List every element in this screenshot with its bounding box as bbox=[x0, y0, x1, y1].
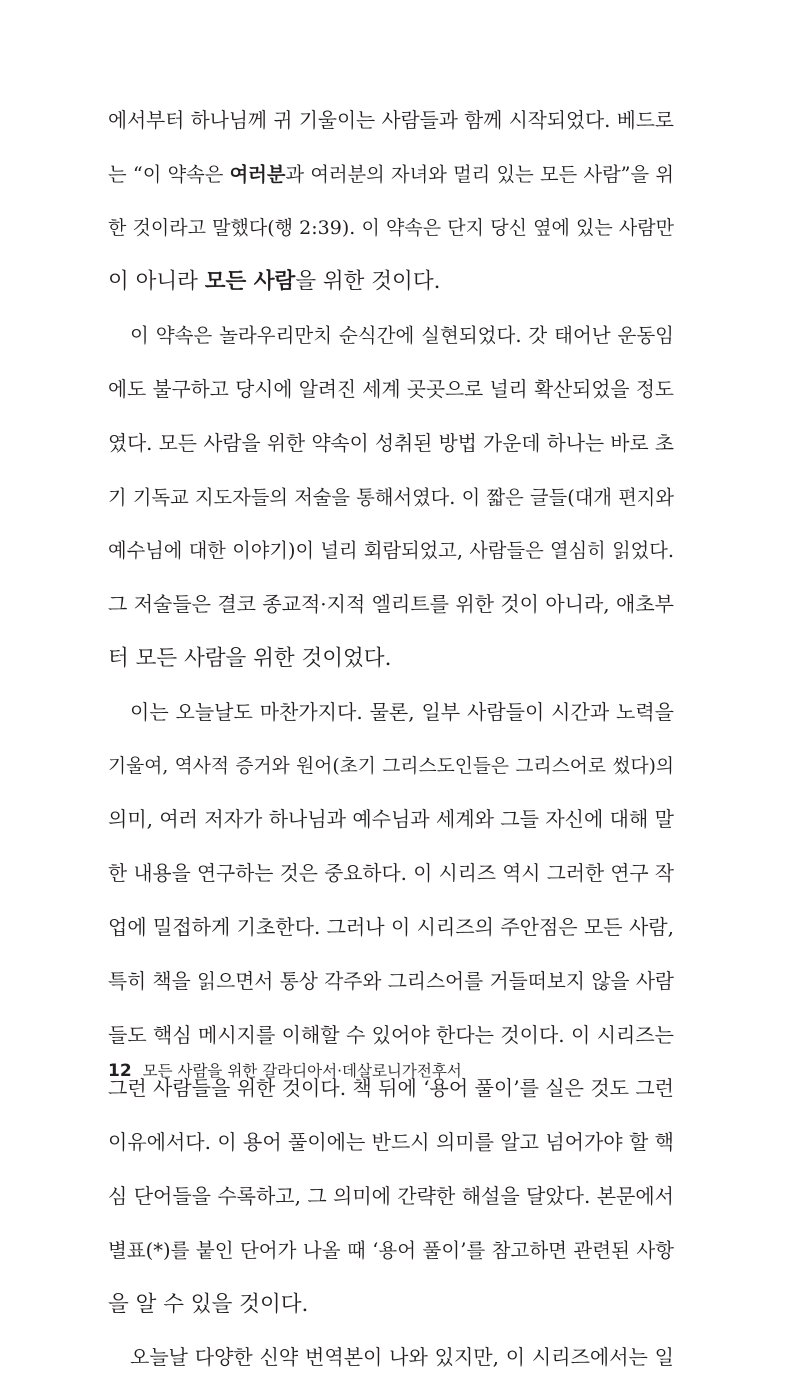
text-run: 과 여러분의 자녀와 멀리 있는 모든 사람”을 위 bbox=[285, 162, 674, 186]
text-run: 그 저술들은 결코 종교적·지적 엘리트를 위한 것이 아니라, 애초부 bbox=[108, 592, 674, 617]
text-line bbox=[108, 94, 674, 148]
text-run: 는 “이 약속은 bbox=[108, 162, 230, 186]
text-line bbox=[108, 1170, 674, 1224]
text-run: 터 모든 사람을 위한 것이었다. bbox=[108, 645, 392, 671]
text-run: 예수님에 대한 이야기)이 널리 회람되었고, 사람들은 열심히 읽었다. bbox=[108, 539, 674, 563]
body-text bbox=[108, 94, 674, 1385]
running-title: 모든 사람을 위한 갈라디아서·데살로니가전후서 bbox=[142, 1062, 462, 1080]
text-line bbox=[108, 202, 674, 256]
text-line bbox=[108, 1224, 674, 1278]
text-line bbox=[108, 309, 674, 363]
emphasized-text: 여러분 bbox=[229, 162, 286, 186]
text-line bbox=[108, 1116, 674, 1170]
text-run: 이는 오늘날도 마찬가지다. 물론, 일부 사람들이 시간과 노력을 bbox=[130, 699, 674, 724]
text-line bbox=[108, 363, 674, 417]
text-line bbox=[108, 686, 674, 740]
text-run: 업에 밀접하게 기초한다. 그러나 이 시리즈의 주안점은 모든 사람, bbox=[108, 914, 674, 939]
text-run: 들도 핵심 메시지를 이해할 수 있어야 한다는 것이다. 이 시리즈는 bbox=[108, 1022, 674, 1047]
text-run: 에서부터 하나님께 귀 기울이는 사람들과 함께 시작되었다. 베드로 bbox=[108, 109, 674, 132]
text-line bbox=[108, 901, 674, 955]
text-run: 기울여, 역사적 증거와 원어(초기 그리스도인들은 그리스어로 썼다)의 bbox=[108, 755, 674, 777]
text-line bbox=[108, 255, 674, 309]
text-run: 이유에서다. 이 용어 풀이에는 반드시 의미를 알고 넘어가야 할 핵 bbox=[108, 1130, 674, 1155]
text-line bbox=[108, 417, 674, 471]
text-line bbox=[108, 1331, 674, 1385]
text-run: 에도 불구하고 당시에 알려진 세계 곳곳으로 널리 확산되었을 정도 bbox=[108, 377, 674, 401]
text-run: 그런 사람들을 위한 것이다. 책 뒤에 ‘용어 풀이’를 실은 것도 그런 bbox=[108, 1076, 674, 1101]
page-number: 12 bbox=[108, 1061, 132, 1081]
text-run: 한 내용을 연구하는 것은 중요하다. 이 시리즈 역시 그러한 연구 작 bbox=[108, 862, 674, 886]
text-line bbox=[108, 524, 674, 578]
text-line bbox=[108, 1278, 674, 1332]
text-run: 을 알 수 있을 것이다. bbox=[108, 1291, 309, 1317]
text-run: 의미, 여러 저자가 하나님과 예수님과 세계와 그들 자신에 대해 말 bbox=[108, 807, 674, 832]
text-run: 기 기독교 지도자들의 저술을 통해서였다. 이 짧은 글들(대개 편지와 bbox=[108, 485, 674, 509]
page-footer bbox=[108, 1056, 462, 1086]
text-run: 한 것이라고 말했다(행 2:39). 이 약속은 단지 당신 옆에 있는 사람만 bbox=[108, 216, 674, 239]
text-line bbox=[108, 471, 674, 525]
text-run: 이 약속은 놀라우리만치 순식간에 실현되었다. 갓 태어난 운동임 bbox=[130, 324, 674, 348]
text-run: 을 위한 것이다. bbox=[295, 269, 441, 295]
text-run: 였다. 모든 사람을 위한 약속이 성취된 방법 가운데 하나는 바로 초 bbox=[108, 431, 674, 455]
text-line bbox=[108, 955, 674, 1009]
text-line bbox=[108, 740, 674, 794]
text-run: 심 단어들을 수록하고, 그 의미에 간략한 해설을 달았다. 본문에서 bbox=[108, 1183, 674, 1208]
text-line bbox=[108, 578, 674, 632]
text-run: 이 아니라 bbox=[108, 269, 205, 295]
text-line bbox=[108, 148, 674, 202]
text-line bbox=[108, 847, 674, 901]
text-run: 별표(*)를 붙인 단어가 나올 때 ‘용어 풀이’를 참고하면 관련된 사항 bbox=[108, 1238, 674, 1262]
text-line bbox=[108, 793, 674, 847]
text-run: 특히 책을 읽으면서 통상 각주와 그리스어를 거들떠보지 않을 사람 bbox=[108, 969, 674, 993]
text-line bbox=[108, 1009, 674, 1063]
text-line bbox=[108, 632, 674, 686]
text-run: 오늘날 다양한 신약 번역본이 나와 있지만, 이 시리즈에서는 일 bbox=[130, 1345, 674, 1370]
emphasized-text: 모든 사람 bbox=[204, 269, 296, 295]
